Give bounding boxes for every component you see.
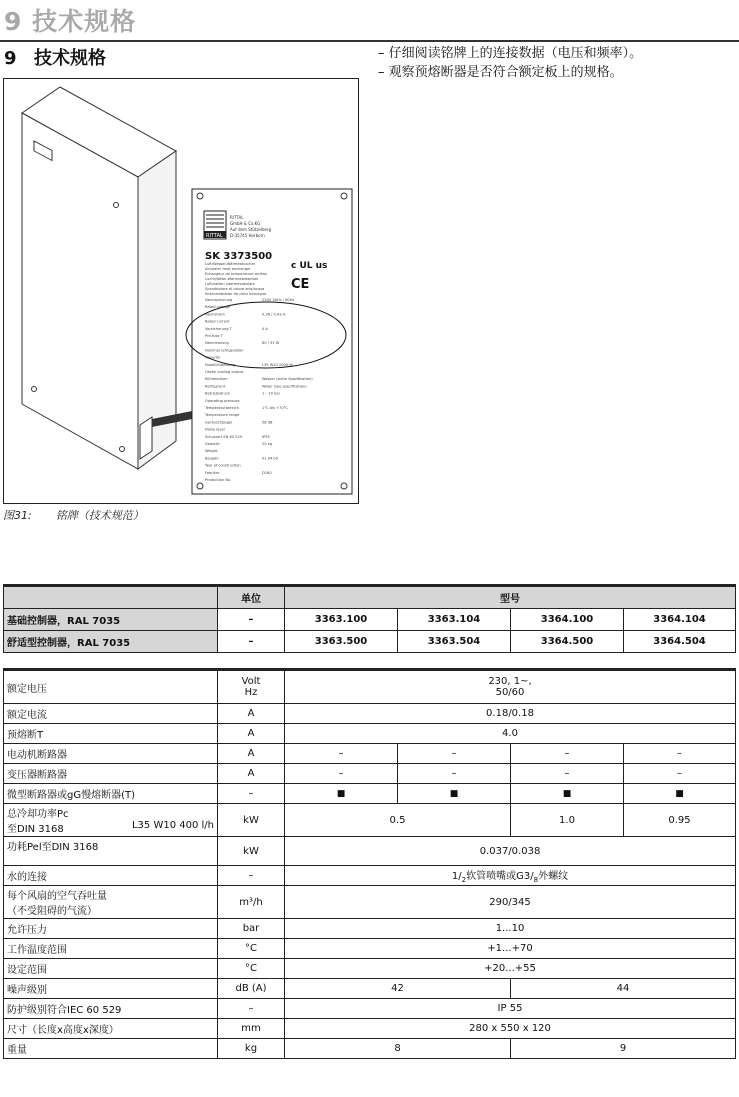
spec-unit: kg (218, 1039, 285, 1059)
spec-unit: A (218, 704, 285, 724)
spec-value: – (511, 744, 624, 764)
model-cell: 3364.104 (624, 609, 736, 631)
plate-row-value: 4 A (262, 326, 268, 331)
caption-label: 图31: (3, 509, 32, 522)
plate-row-value: 01.04.09 (262, 456, 279, 461)
model-cell: 3364.100 (511, 609, 624, 631)
spec-label: 工作温度范围 (4, 939, 218, 959)
spec-value: +20...+55 (285, 959, 736, 979)
plate-row-label: Schutzart EN 60 529 (205, 434, 243, 439)
unit-cell: – (218, 631, 285, 653)
table-header-blank (4, 586, 218, 609)
plate-row-label: Kühlmedium (205, 377, 228, 382)
spec-value: – (624, 764, 736, 784)
spec-unit: bar (218, 919, 285, 939)
unit-line: Volt (241, 676, 261, 687)
spec-value: $1/_2$软管喷嘴或$G3/_8$外螺纹 (285, 866, 736, 886)
table-row (4, 631, 736, 653)
plate-row-value: 1°C bis +70°C (262, 406, 288, 410)
plate-row-label: Nennstrom (205, 312, 225, 317)
plate-logo: RITTAL (206, 233, 223, 239)
fraction-denominator: 8 (533, 876, 539, 884)
spec-unit (218, 670, 285, 704)
title-rule (0, 40, 739, 42)
spec-row-rated-current (4, 704, 736, 724)
spec-value: 8 (285, 1039, 511, 1059)
plate-row-label: Gewicht (205, 442, 220, 446)
spec-row-weight (4, 1039, 736, 1059)
plate-row-label: Vorsicherung T (205, 326, 232, 331)
plate-row-label: Operating pressure (205, 398, 240, 403)
spec-value: – (285, 764, 398, 784)
spec-row-rated-voltage (4, 670, 736, 704)
row-label: 基础控制器，RAL 7035 (4, 609, 218, 631)
spec-value: 290/345 (285, 886, 736, 919)
unit-cell: – (218, 609, 285, 631)
unit-line: Hz (244, 687, 258, 698)
value-line: 230, 1~, (488, 676, 532, 687)
plate-row-value: Water (see specification) (262, 384, 307, 389)
plate-row-label: Useful cooling output (205, 370, 244, 374)
rating-plate-illustration (4, 79, 358, 503)
plate-row-label: Temperature range (205, 413, 240, 418)
figure-caption (3, 507, 168, 523)
label-part: 至DIN 3168 (7, 824, 64, 835)
model-cell: 3363.100 (285, 609, 398, 631)
plate-row-label: Pre-fuse T (205, 334, 223, 338)
ce-mark: CE (291, 277, 310, 292)
model-header: 型号 (285, 586, 736, 609)
spec-label: 水的连接 (4, 866, 218, 886)
plate-desc: Echangeur de temperature air/eau (205, 272, 268, 276)
spec-value: – (624, 744, 736, 764)
section-number: 9 (4, 48, 17, 69)
spec-value: 44 (511, 979, 736, 999)
plate-company-line: Auf dem Stützelberg (230, 227, 272, 232)
plate-row-value: Wasser (siehe Spezifikation) (262, 377, 313, 382)
fraction-denominator: 2 (461, 876, 467, 884)
section-heading (4, 44, 106, 70)
spec-value: 0.5 (285, 804, 511, 837)
spec-unit: kW (218, 837, 285, 866)
spec-value: – (398, 744, 511, 764)
plate-row-value: D180 (262, 470, 272, 475)
label-line: （不受阻碍的气流） (7, 906, 97, 917)
spec-label: 重量 (4, 1039, 218, 1059)
label-line: 总冷却功率Pc (7, 809, 69, 820)
plate-row-label: Temperaturbereich (205, 406, 239, 410)
spec-label: 电动机断路器 (4, 744, 218, 764)
spec-label: 预熔断T (4, 724, 218, 744)
spec-unit: °C (218, 959, 285, 979)
spec-row-op-temp (4, 939, 736, 959)
spec-unit: A (218, 744, 285, 764)
spec-value: – (285, 744, 398, 764)
model-cell: 3363.104 (398, 609, 511, 631)
plate-row-label: Nennleistung (205, 341, 229, 346)
spec-label (4, 886, 218, 919)
spec-label: 功耗Pel至DIN 3168 (4, 837, 218, 866)
spec-label: 允许压力 (4, 919, 218, 939)
fraction-numerator: 1 (451, 871, 459, 882)
spec-value: IP 55 (285, 999, 736, 1019)
spec-value: 1.0 (511, 804, 624, 837)
spec-label: 噪声级别 (4, 979, 218, 999)
instruction-item: – 仔细阅读铭牌上的连接数据（电压和频率）。 (378, 44, 642, 63)
spec-label (4, 804, 218, 837)
spec-value: 1...10 (285, 919, 736, 939)
filled-square-icon: ■ (285, 784, 398, 804)
spec-row-transformer-breaker (4, 764, 736, 784)
spec-row-cooling (4, 804, 736, 837)
table-header-row (4, 586, 736, 609)
model-table (3, 584, 736, 653)
plate-company-line: D-35745 Herborn (230, 233, 265, 238)
table-row (4, 609, 736, 631)
plate-row-label: Fabriknr. (205, 470, 221, 475)
model-cell: 3363.500 (285, 631, 398, 653)
plate-row-value: 20 kg (262, 442, 273, 446)
model-cell: 3364.504 (624, 631, 736, 653)
row-label: 舒适型控制器，RAL 7035 (4, 631, 218, 653)
spec-label: 防护级别符合IEC 60 529 (4, 999, 218, 1019)
model-cell: 3364.500 (511, 631, 624, 653)
spec-value: 0.95 (624, 804, 736, 837)
plate-row-label: Rated current (205, 319, 230, 324)
plate-company-line: RITTAL (230, 215, 244, 220)
plate-model: SK 3373500 (205, 251, 273, 262)
spec-unit: °C (218, 939, 285, 959)
spec-value: – (511, 764, 624, 784)
spec-unit: A (218, 724, 285, 744)
plate-row-label: Production No. (205, 478, 232, 482)
spec-row-motor-breaker (4, 744, 736, 764)
spec-value: 0.037/0.038 (285, 837, 736, 866)
specs-table (3, 668, 736, 1059)
spec-value (285, 670, 736, 704)
spec-value: 0.18/0.18 (285, 704, 736, 724)
plate-row-label: Rated voltage (205, 305, 231, 310)
section-title: 技术规格 (34, 48, 106, 69)
label-line (7, 820, 214, 835)
spec-value: 280 x 550 x 120 (285, 1019, 736, 1039)
plate-desc: Intercambiador de calor aire/agua (205, 292, 267, 296)
filled-square-icon: ■ (624, 784, 736, 804)
spec-label: 额定电压 (4, 670, 218, 704)
plate-row-label: capacity (205, 355, 221, 360)
spec-row-dimensions (4, 1019, 736, 1039)
plate-row-value: L35 W10 2000 W (262, 362, 293, 367)
ul-mark: c UL us (291, 261, 328, 271)
plate-row-label: Betriebsdruck (205, 391, 231, 396)
spec-row-protection (4, 999, 736, 1019)
model-cell: 3363.504 (398, 631, 511, 653)
filled-square-icon: ■ (511, 784, 624, 804)
value-part: 外螺纹 (538, 871, 569, 882)
spec-unit: A (218, 764, 285, 784)
spec-unit: m³/h (218, 886, 285, 919)
plate-row-label: Geräuschpegel (205, 420, 233, 425)
spec-unit: kW (218, 804, 285, 837)
spec-value: 9 (511, 1039, 736, 1059)
spec-label: 微型断路器或gG慢熔断器(T) (4, 784, 218, 804)
spec-value: 42 (285, 979, 511, 999)
value-line: 50/60 (495, 687, 525, 698)
spec-unit: mm (218, 1019, 285, 1039)
spec-unit: – (218, 866, 285, 886)
spec-label: 设定范围 (4, 959, 218, 979)
instruction-item: – 观察预熔断器是否符合额定板上的规格。 (378, 63, 642, 82)
running-title: 9 技术规格 (4, 7, 137, 36)
label-condition: L35 W10 400 l/h (131, 820, 214, 831)
spec-label: 变压器断路器 (4, 764, 218, 784)
instruction-list (378, 44, 642, 82)
spec-label: 额定电流 (4, 704, 218, 724)
plate-desc: Scambiatore di calore aria/acqua (205, 287, 265, 291)
spec-unit: dB (A) (218, 979, 285, 999)
spec-label: 尺寸（长度x高度x深度） (4, 1019, 218, 1039)
spec-row-airflow (4, 886, 736, 919)
plate-desc: Air/water heat exchanger (205, 267, 251, 271)
spec-row-water (4, 866, 736, 886)
spec-row-set-range (4, 959, 736, 979)
plate-row-label: Refrigerant (205, 384, 226, 389)
plate-row-label: Year of construction (205, 463, 241, 468)
plate-row-value: 230V 50Hz / 60Hz (262, 298, 295, 302)
plate-row-value: IP55 (262, 434, 270, 439)
spec-value: – (398, 764, 511, 784)
plate-row-label: Nutzkühlleistung (205, 362, 236, 367)
plate-row-value: 1 – 10 bar (262, 391, 281, 396)
plate-row-label: Nennspannung (205, 298, 233, 302)
spec-row-micro-breaker (4, 784, 736, 804)
plate-desc: Luft/vatten vaermevaexlare (205, 282, 255, 286)
plate-row-value: 58 dB (262, 420, 273, 425)
spec-unit: – (218, 999, 285, 1019)
spec-row-prefuse (4, 724, 736, 744)
spec-row-power (4, 837, 736, 866)
unit-header: 单位 (218, 586, 285, 609)
spec-value: 4.0 (285, 724, 736, 744)
plate-row-value: 80 / 97 W (262, 341, 280, 346)
filled-square-icon: ■ (398, 784, 511, 804)
plate-desc: Lucht/Water-Warmtewisselaar (205, 277, 259, 281)
plate-row-label: Baujahr (205, 456, 219, 461)
plate-row-label: Weight (205, 449, 218, 454)
value-part: 软管喷嘴或G3 (466, 871, 531, 882)
spec-row-noise (4, 979, 736, 999)
plate-row-value: 0.38 / 0.43 A (262, 312, 286, 317)
plate-desc: Luft/Wasser-Wärmetauscher (205, 262, 256, 266)
label-line: 每个风扇的空气吞吐量 (7, 891, 107, 902)
spec-value: +1...+70 (285, 939, 736, 959)
rating-plate-figure (3, 78, 359, 504)
plate-row-label: Noise level (205, 427, 225, 432)
spec-row-pressure (4, 919, 736, 939)
plate-row-label: Nominal refrigeration (205, 348, 244, 353)
caption-text: 铭牌（技术规范） (55, 509, 144, 522)
plate-company-line: GmbH & Co.KG (230, 221, 261, 226)
spec-unit: – (218, 784, 285, 804)
